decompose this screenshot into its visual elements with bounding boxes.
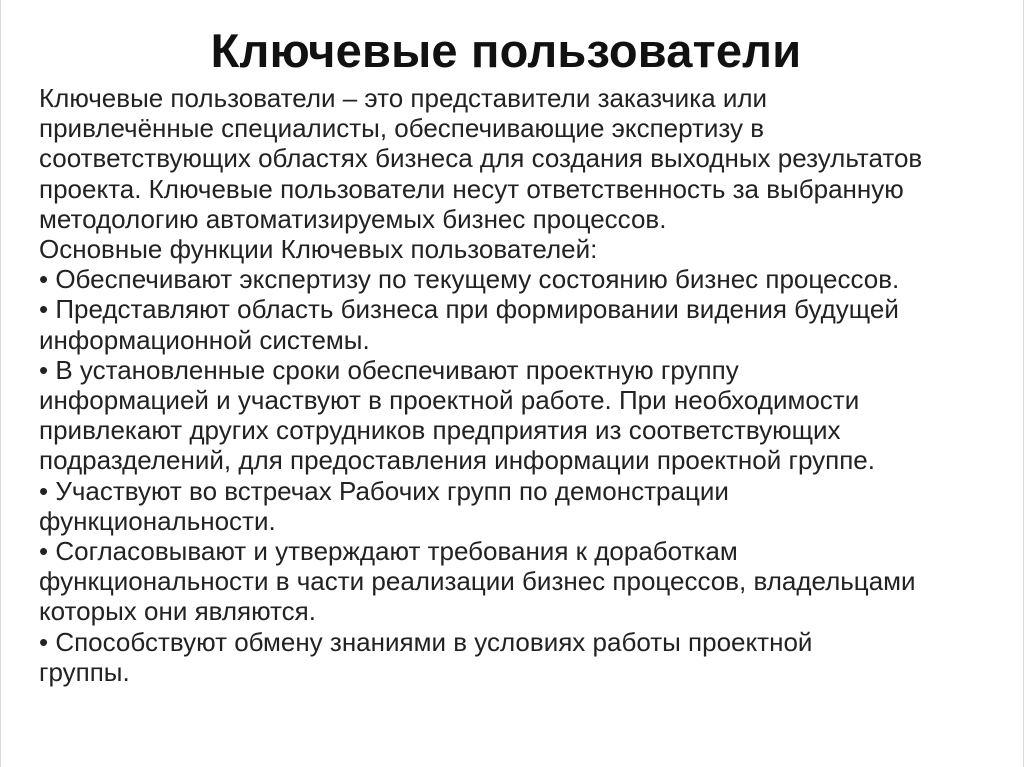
intro-line-4: проекта. Ключевые пользователи несут ответственность за выбранную [39,173,904,204]
bullet-5-line-3: которых они являются. [39,596,316,627]
bullet-1-line-1: • Обеспечивают экспертизу по текущему состоянию бизнес процессов. [39,264,900,295]
bullet-3-line-1: • В установленные сроки обеспечивают проектную группу [39,354,739,385]
bullet-5-line-1: • Согласовывают и утверждают требования к доработкам [39,536,738,567]
intro-line-2: привлечённые специалисты, обеспечивающие экспертизу в [39,113,765,144]
slide-body [39,83,1014,687]
bullet-6-line-1: • Способствуют обмену знаниями в условиях работы проектной [39,626,813,657]
bullet-4-line-1: • Участвуют во встречах Рабочих групп по демонстрации [39,475,729,506]
slide-title: Ключевые пользователи [210,24,802,77]
intro-line-5: методологию автоматизируемых бизнес процессов. [39,203,667,234]
bullet-3-line-2: информацией и участвуют в проектной работе. При необходимости [39,385,860,416]
bullet-3-line-3: привлекают других сотрудников предприятия из соответствующих [39,415,841,446]
bullet-2-line-1: • Представляют область бизнеса при формировании видения будущей [39,294,899,325]
bullet-3-line-4: подразделений, для предоставления информации проектной группе. [39,445,875,476]
bullet-5-line-2: функциональности в части реализации бизнес процессов, владельцами [39,566,916,597]
intro-line-1: Ключевые пользователи – это представители заказчика или [39,83,768,113]
bullet-6-line-2: группы. [39,656,130,687]
functions-heading: Основные функции Ключевых пользователей: [39,234,598,265]
intro-line-3: соответствующих областях бизнеса для создания выходных результатов [39,143,923,174]
bullet-2-line-2: информационной системы. [39,324,370,355]
bullet-4-line-2: функциональности. [39,505,276,536]
